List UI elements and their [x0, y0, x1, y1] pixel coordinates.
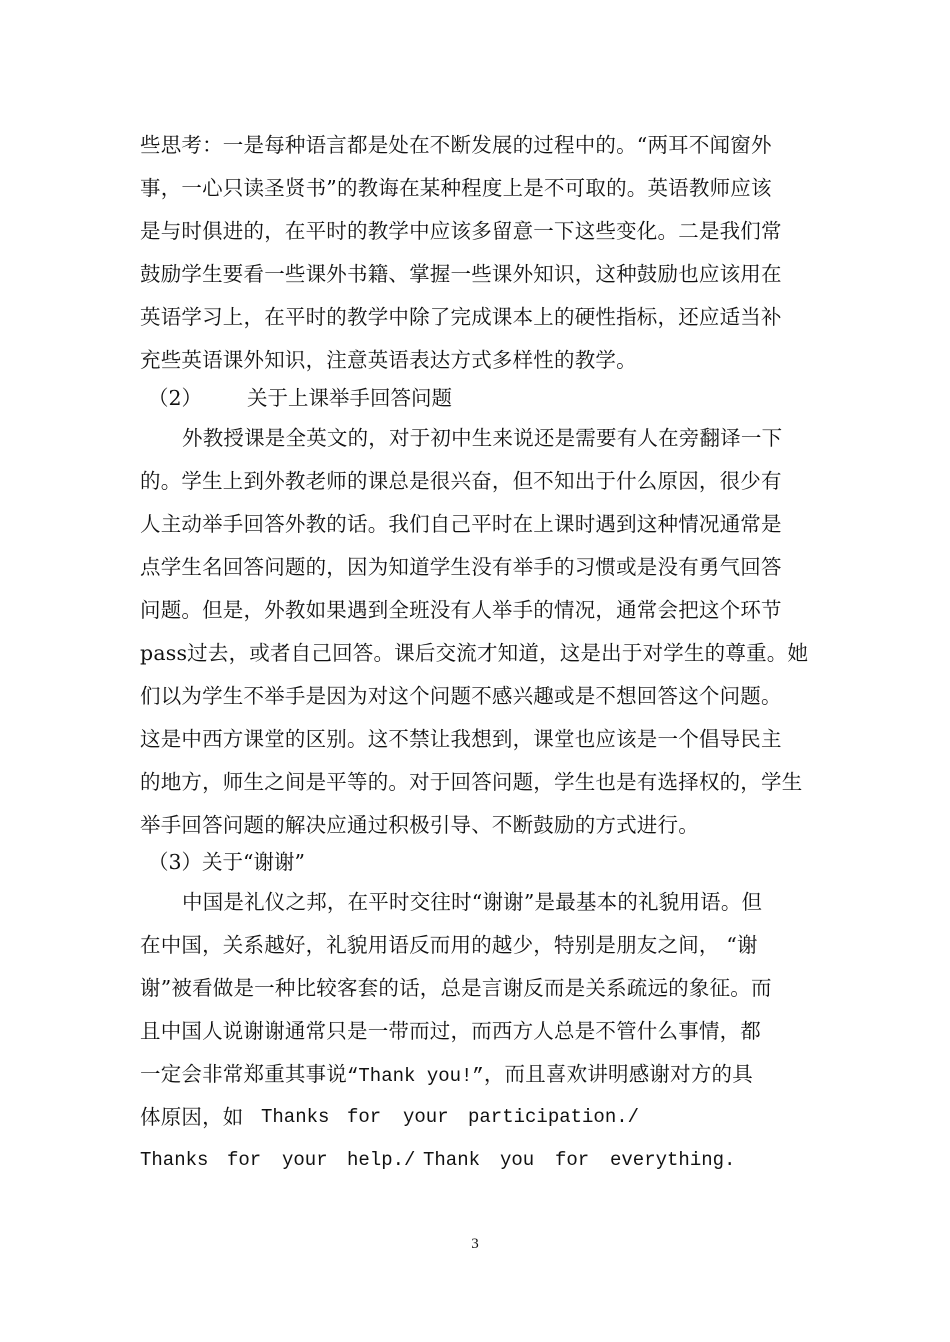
paragraph-line: 的。学生上到外教老师的课总是很兴奋，但不知出于什么原因，很少有 [140, 469, 782, 493]
paragraph-line: 问题。但是，外教如果遇到全班没有人举手的情况，通常会把这个环节 [140, 598, 782, 622]
english-word: Thanks [261, 1106, 330, 1128]
paragraph-line: 点学生名回答问题的，因为知道学生没有举手的习惯或是没有勇气回答 [140, 555, 782, 579]
paragraph-line: 这是中西方课堂的区别。这不禁让我想到，课堂也应该是一个倡导民主 [140, 727, 782, 751]
english-word: Thanks [140, 1149, 209, 1171]
paragraph-line: 英语学习上，在平时的教学中除了完成课本上的硬性指标，还应适当补 [140, 305, 782, 329]
english-word: Thank [423, 1149, 481, 1171]
paragraph-line: 充些英语课外知识，注意英语表达方式多样性的教学。 [140, 348, 637, 372]
paragraph-line: 些思考：一是每种语言都是处在不断发展的过程中的。“两耳不闻窗外 [140, 133, 772, 157]
paragraph-line: 们以为学生不举手是因为对这个问题不感兴趣或是不想回答这个问题。 [140, 684, 782, 708]
english-word: for [347, 1106, 382, 1128]
paragraph-line: 谢”被看做是一种比较客套的话，总是言谢反而是关系疏远的象征。而 [140, 976, 772, 1000]
english-word: your [282, 1149, 328, 1171]
paragraph-line: pass过去，或者自己回答。课后交流才知道，这是出于对学生的尊重。她 [140, 641, 809, 665]
english-word: for [227, 1149, 262, 1171]
paragraph-line: 在中国，关系越好，礼貌用语反而用的越少，特别是朋友之间， “谢 [140, 933, 758, 957]
paragraph-line: 的地方，师生之间是平等的。对于回答问题，学生也是有选择权的，学生 [140, 770, 803, 794]
english-quote: “Thank you!” [347, 1065, 484, 1087]
paragraph-line: 中国是礼仪之邦，在平时交往时“谢谢”是最基本的礼貌用语。但 [182, 890, 763, 914]
page-number: 3 [471, 1236, 479, 1252]
paragraph-line: 外教授课是全英文的，对于初中生来说还是需要有人在旁翻译一下 [182, 426, 783, 450]
paragraph-line: 举手回答问题的解决应通过积极引导、不断鼓励的方式进行。 [140, 813, 699, 837]
english-word: you [500, 1149, 535, 1171]
paragraph-line: 人主动举手回答外教的话。我们自己平时在上课时遇到这种情况通常是 [140, 512, 782, 536]
text-segment: ，而且喜欢讲明感谢对方的具 [483, 1062, 753, 1086]
section-number: （2） [148, 386, 203, 410]
english-word: for [555, 1149, 590, 1171]
paragraph-line: 是与时俱进的，在平时的教学中应该多留意一下这些变化。二是我们常 [140, 219, 782, 243]
section-heading: （3）关于“谢谢” [148, 850, 306, 874]
paragraph-line: 事，一心只读圣贤书”的教诲在某种程度上是不可取的。英语教师应该 [140, 176, 772, 200]
english-word: your [403, 1106, 449, 1128]
section-heading: 关于上课举手回答问题 [247, 386, 452, 410]
paragraph-line [140, 1060, 820, 1090]
english-word: everything. [610, 1149, 736, 1171]
paragraph-line: 鼓励学生要看一些课外书籍、掌握一些课外知识，这种鼓励也应该用在 [140, 262, 782, 286]
paragraph-line: 且中国人说谢谢通常只是一带而过，而西方人总是不管什么事情，都 [140, 1019, 761, 1043]
english-word: help./ [347, 1149, 416, 1171]
text-segment: 一定会非常郑重其事说 [140, 1062, 347, 1086]
text-segment: 体原因，如 [140, 1105, 244, 1129]
english-word: participation./ [468, 1106, 640, 1128]
